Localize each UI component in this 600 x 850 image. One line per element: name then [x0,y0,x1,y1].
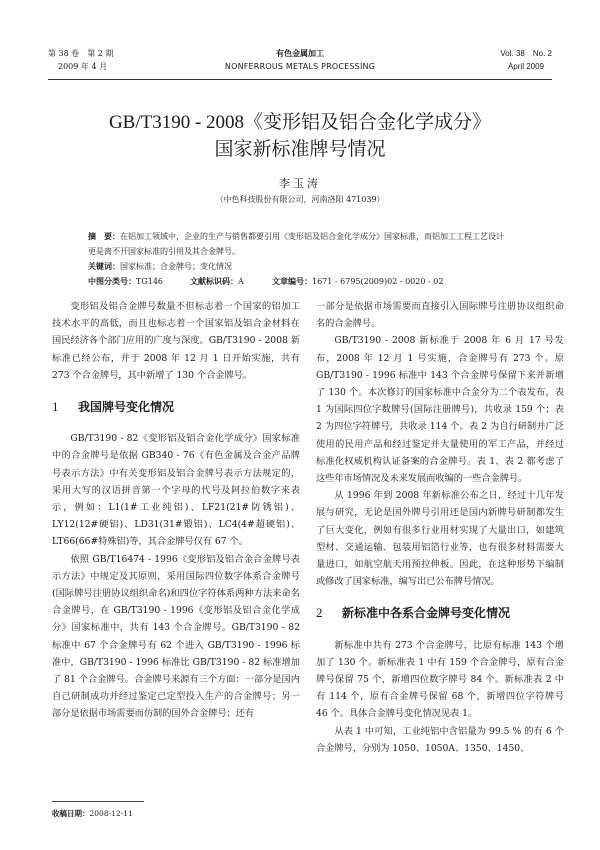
footnote-rule [52,801,144,802]
intro-paragraph: 变形铝及铝合金牌号数量不但标志着一个国家的铝加工技术水平的高低，而且也标志着一个国家铝及铝合金材料在国民经济各个部门应用的广度与深度。GB/T3190 - 2008 新标准已经公布，并于 2008 年 12 月 1 日开始实施，共有 273 个合金牌号，其中新增了 130 个合金牌号。 [52,301,300,381]
footnote [52,801,300,819]
classification-row [88,274,508,289]
author: 李玉涛 [279,177,321,190]
keywords [88,259,508,274]
volume-issue: 第 38 卷 第 2 期 [48,49,114,58]
journal-name-cn: 有色金属加工 [276,48,324,58]
paragraph: GB/T3190 - 82《变形铝及铝合金化学成分》国家标准中的合金牌号是依据 GB340 - 76《有色金属及合金产品牌号表示方法》中有关变形铝及铝合金牌号表示方法规定的，采用大写的汉语拼音第一个字母的代号及阿拉伯数字来表示，例如：L1(1#工业纯铝)、LF21(21#防锈铝)、LY12(12#硬铝)、LD31(31#锻铝)、LC4(4#超硬铝)、LT66(66#特殊铝)等，其合金牌号仅有 67 个。 [52,433,300,548]
section-1-title: 我国牌号变化情况 [78,400,175,415]
received-date: 2008-12-11 [89,809,133,818]
clc-value: TG146 [136,277,163,286]
abstract-block [88,229,508,289]
paragraph: 一部分是依据市场需要而直接引入国际牌号注册协议组织命名的合金牌号。 [316,301,564,330]
article-no-value: 1671 - 6795(2009)02 - 0020 - 02 [312,277,444,286]
section-2-heading [316,604,564,622]
paragraph: 从 1996 年到 2008 年新标准公布之日，经过十几年发展与研究，无论是国外牌号引用还是国内新牌号研制都发生了巨大变化，例如有很多行业用材实现了大量出口，如建筑型材、交通运输、包装用铝箔行业等，也有很多材料需要大量进口，如航空航天用预拉伸板。因此，在这种形势下编制或修改了国家标准，编写出已公布牌号情况。 [316,490,564,588]
volume-en: Vol. 38 No. 2 [500,49,552,58]
section-1-number: 1 [52,399,59,415]
date-en: April 2009 [507,62,544,71]
journal-name-en: NONFERROUS METALS PROCESSING [224,62,376,71]
received-date-label: 收稿日期： [52,809,90,818]
header-center [48,47,552,73]
article-title [0,110,600,162]
paragraph: 依照 GB/T16474 - 1996《变形铝及铝合金合金牌号表示方法》中规定及其原则，采用国际四位数字体系合金牌号(国际牌号注册协议组织命名)和四位字符体系两种方法来命名合金牌号，在 GB/T3190 - 1996《变形铝及铝合金化学成分》国家标准中，共有 143 个合金牌号。GB/T3190 - 82 标准中 67 个合金牌号有 62 个进入 GB/T3190 - 1996 标准中，GB/T3190 - 1996 标准比 GB/T3190 - 82 标准增加了 81 个合金牌号。合金牌号来源有三个方面：一部分是国内自己研制成功并经过鉴定已定型投入生产的合金牌号；另一部分是依据市场需要而仿制的国外合金牌号；还有 [52,553,300,720]
paragraph: 从表 1 中可知，工业纯铝中含铝量为 99.5 % 的有 6 个合金牌号，分别为 1050、1050A、1350、1450、 [316,725,564,754]
clc-label: 中图分类号： [88,276,136,286]
left-column [52,298,300,723]
abstract-text: 在铝加工领域中，企业的生产与销售都要引用《变形铝及铝合金化学成分》国家标准，而铝加工工程工艺设计更是离不开国家标准的引用及其合金牌号。 [88,232,504,256]
running-header [48,47,552,80]
keywords-text: 国家标准；合金牌号；变化情况 [120,262,232,271]
paragraph: GB/T3190 - 2008 新标准于 2008 年 6 月 17 号发布，2008 年 12 月 1 号实施，合金牌号有 273 个。原 GB/T3190 - 1996 标准中 143 个合金牌号保留下来并新增了 130 个。本次修订的国家标准中合金分为二个表发布，表 1 为国际四位字数牌号(国际注册牌号)，共收录 159 个；表 2 为四位字符牌号，共收录 114 个。表 2 为自行研制并广泛使用的民用产品和经过鉴定并大量使用的军工产品，并经过标准化权威机构认证备案的合金牌号。表 1、表 2 都考虑了这些年市场情况及未来发展而收编的一些合金牌号。 [316,335,564,485]
section-2-title: 新标准中各系合金牌号变化情况 [342,606,511,621]
paragraph: 新标准中共有 273 个合金牌号，比原有标准 143 个增加了 130 个。新标准表 1 中有 159 个合金牌号，原有合金牌号保留 75 个，新增四位数字牌号 84 个。新标准表 2 中有 114 个，原有合金牌号保留 68 个，新增四位字符牌号 46 个。具体合金牌号变化情况见表 1。 [316,639,564,720]
doc-code-label: 文献标识码： [190,276,238,286]
date-cn: 2009 年 4 月 [58,62,108,71]
abstract [88,229,508,259]
doc-code-value: A [238,277,244,286]
header-right [500,47,552,73]
affiliation: （中色科技股份有限公司，河南洛阳 471039） [215,195,385,204]
article-no-label: 文章编号： [272,276,312,286]
abstract-label: 摘 要： [88,231,120,241]
section-1-heading [52,398,300,416]
section-2-number: 2 [316,605,323,621]
right-column [316,298,564,757]
title-line-1: GB/T3190 - 2008《变形铝及铝合金化学成分》 [108,112,492,133]
keywords-label: 关键词： [88,261,120,271]
title-line-2: 国家新标准牌号情况 [214,138,386,160]
